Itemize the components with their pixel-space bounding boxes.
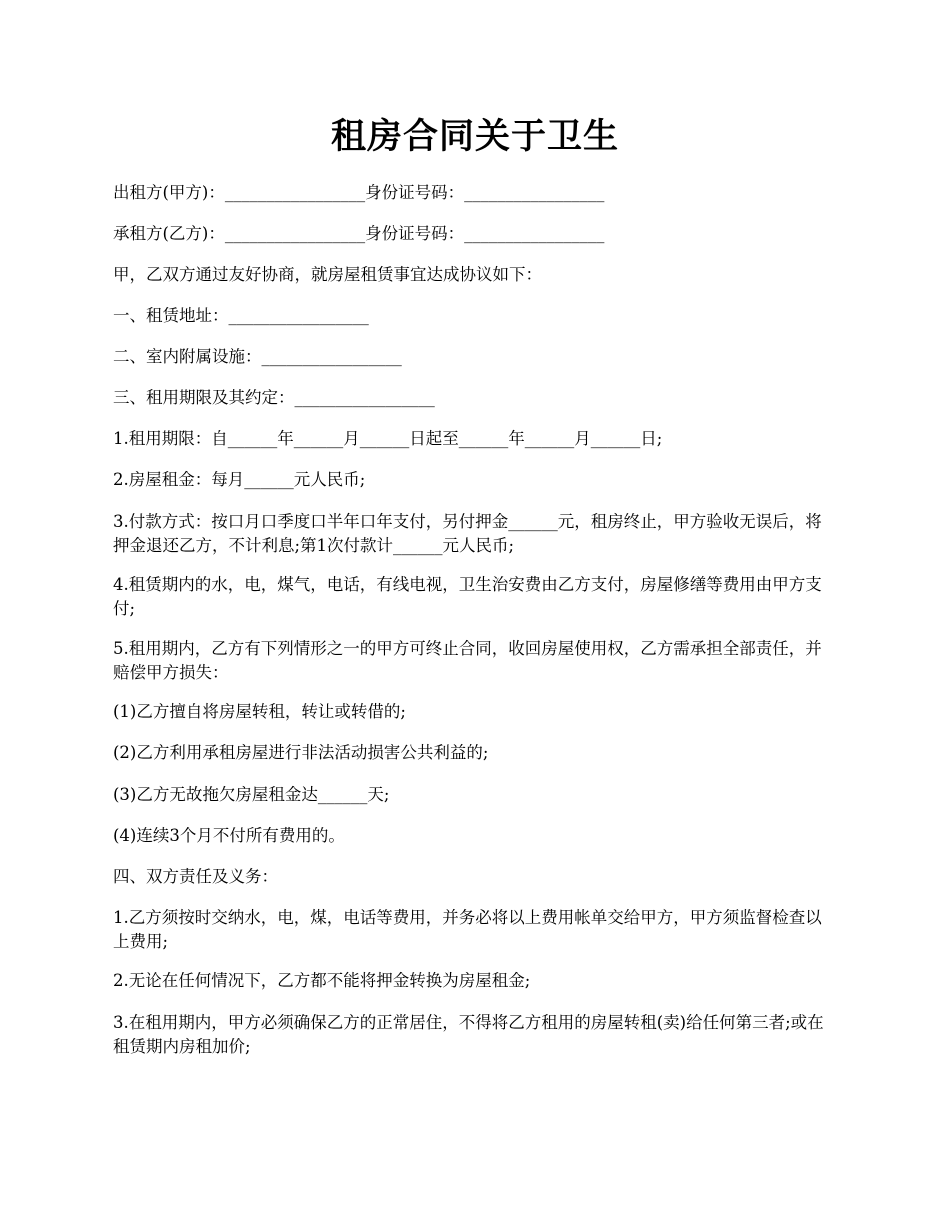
clause-3-3-payment: 3.付款方式：按口月口季度口半年口年支付，另付押金______元，租房终止，甲方验收无误后，将押金退还乙方，不计利息;第1次付款计______元人民币;: [113, 512, 822, 555]
termination-item-1: (1)乙方擅自将房屋转租，转让或转借的;: [113, 702, 406, 721]
clause-3-1-term: 1.租用期限：自______年______月______日起至______年______月______日;: [113, 429, 663, 448]
duty-1: 1.乙方须按时交纳水，电，煤，电话等费用，并务必将以上费用帐单交给甲方，甲方须监督检查以上费用;: [113, 908, 822, 951]
clause-3-4-utilities: 4.租赁期内的水，电，煤气，电话，有线电视，卫生治安费由乙方支付，房屋修缮等费用由甲方支付;: [113, 575, 822, 618]
termination-item-2: (2)乙方利用承租房屋进行非法活动损害公共利益的;: [113, 743, 489, 762]
duty-2: 2.无论在任何情况下，乙方都不能将押金转换为房屋租金;: [113, 971, 531, 990]
lessee-line: 承租方(乙方)：_________________身份证号码：_________________: [113, 224, 605, 243]
section-2-facilities: 二、室内附属设施：_________________: [113, 347, 402, 366]
clause-3-2-rent: 2.房屋租金：每月______元人民币;: [113, 470, 366, 489]
agreement-intro: 甲，乙双方通过友好协商，就房屋租赁事宜达成协议如下：: [113, 265, 542, 284]
section-4-duties: 四、双方责任及义务：: [113, 867, 278, 886]
lessor-line: 出租方(甲方)：_________________身份证号码：_________________: [113, 183, 605, 202]
section-3-term: 三、租用期限及其约定：_________________: [113, 388, 435, 407]
clause-3-5-termination: 5.租用期内，乙方有下列情形之一的甲方可终止合同，收回房屋使用权，乙方需承担全部责任，并赔偿甲方损失：: [113, 639, 822, 682]
document-title: 租房合同关于卫生: [330, 116, 619, 157]
termination-item-3: (3)乙方无故拖欠房屋租金达______天;: [113, 785, 390, 804]
section-1-address: 一、租赁地址：_________________: [113, 306, 369, 325]
duty-3: 3.在租用期内，甲方必须确保乙方的正常居住，不得将乙方租用的房屋转租(卖)给任何第三者;或在租赁期内房租加价;: [113, 1013, 824, 1056]
termination-item-4: (4)连续3个月不付所有费用的。: [113, 826, 345, 845]
